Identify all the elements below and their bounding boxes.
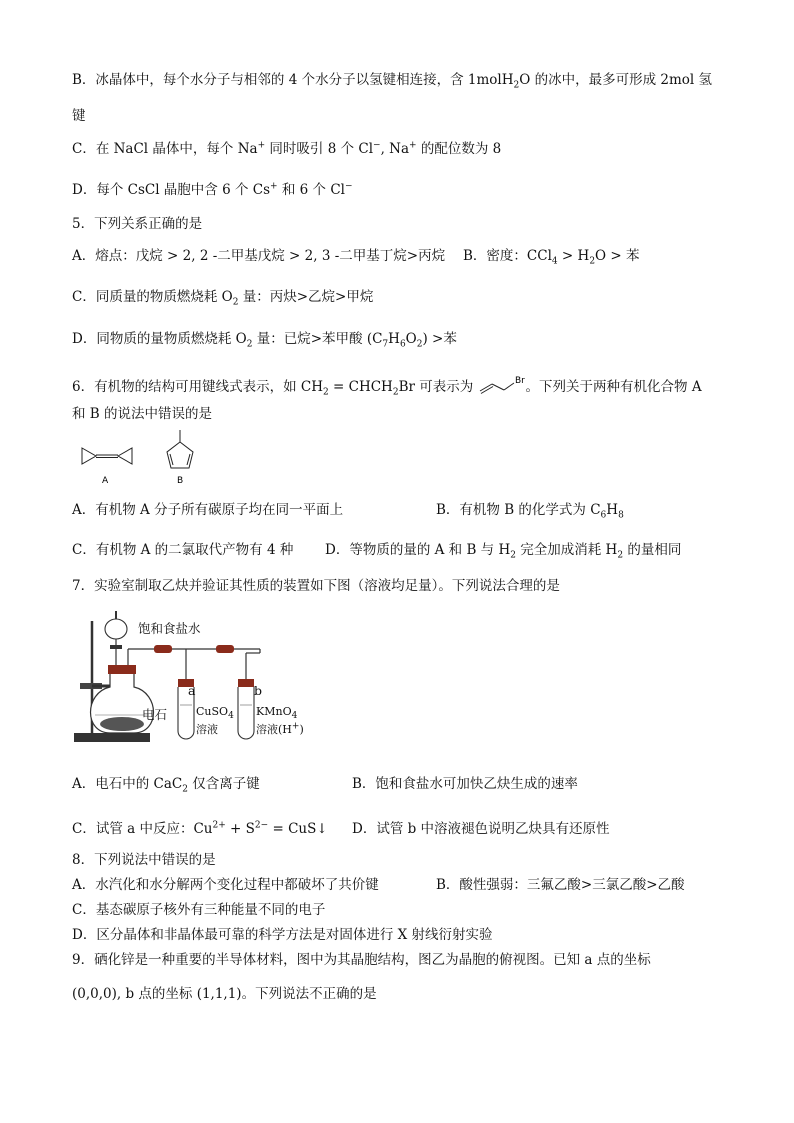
q4-b-text-2: O 的冰中，最多可形成 2mol 氢: [519, 72, 713, 88]
label-kmno4-text: KMnO: [256, 705, 292, 718]
separatory-funnel: [105, 611, 127, 665]
rubber-joint-2: [216, 645, 234, 653]
q5-d-text-5: ) >苯: [422, 331, 457, 347]
q5-stem: 5．下列关系正确的是: [72, 216, 203, 232]
q5-d-text-3: H: [388, 331, 400, 347]
q5-option-c: C．同质量的物质燃烧耗 $O_2$ 量：丙炔>乙烷>甲烷: [72, 289, 374, 308]
round-bottom-flask: [91, 673, 154, 733]
q8-option-b: B．酸性强弱：三氟乙酸>三氯乙酸>乙酸: [436, 877, 685, 893]
q4-c-text: C．在 NaCl 晶体中，每个 Na: [72, 141, 258, 157]
compound-b-structure: [167, 430, 193, 468]
q5-b-text: B．密度：CCl: [463, 248, 552, 264]
q6-stem-text-3: Br 可表示为: [398, 379, 474, 395]
label-cuso4: CuSO$_4$: [196, 705, 234, 722]
q7-a-text-2: 仅含离子键: [187, 776, 260, 792]
q5-b-text-3: O > 苯: [595, 248, 640, 264]
q4-c-text-3: , Na: [380, 141, 410, 157]
q7-c-text-2: + S: [225, 821, 255, 837]
label-kmno4: KMnO$_4$: [256, 705, 298, 722]
q4-option-c: C．在 NaCl 晶体中，每个 Na+ 同时吸引 8 个 Cl−, Na+ 的配位数为 8: [72, 140, 502, 157]
q6-option-a: A．有机物 A 分子所有碳原子均在同一平面上: [72, 502, 344, 518]
q9-coords: (0,0,0), b 点的坐标 (1,1,1)。下列说法不正确的是: [72, 986, 377, 1002]
label-solution-1: 溶液: [196, 723, 218, 736]
q6-d-text-2: 完全加成消耗 H: [515, 542, 618, 558]
q5-d-text-4: O: [405, 331, 417, 347]
q6-stem-text-4: 。下列关于两种有机化合物 A: [525, 379, 702, 395]
q5-c-text-2: 量：丙炔>乙烷>甲烷: [238, 289, 374, 305]
label-carbide: 电石: [142, 707, 168, 722]
q4-c-text-4: 的配位数为 8: [416, 141, 502, 157]
q6-stem-cont: 和 B 的说法中错误的是: [72, 406, 213, 422]
q7-a-text: A．电石中的 CaC: [72, 776, 183, 792]
rubber-joint-1: [154, 645, 172, 653]
br-label: Br: [514, 376, 525, 386]
q7-option-d: D．试管 b 中溶液褪色说明乙炔具有还原性: [352, 821, 610, 837]
label-solution-2-text: 溶液(H: [256, 723, 292, 736]
q4-b-text: B．冰晶体中，每个水分子与相邻的 4 个水分子以氢键相连接，含 1molH: [72, 72, 514, 88]
q7-c-text-3: = CuS↓: [268, 821, 328, 837]
test-tube-b: [238, 679, 254, 739]
q5-option-d: D．同物质的量物质燃烧耗 $O_2$ 量：已烷>苯甲酸 $(C_7H_6O_2)$ >苯: [72, 331, 457, 350]
q4-d-text-2: 和 6 个 Cl: [277, 182, 345, 198]
q4-option-b: B．冰晶体中，每个水分子与相邻的 4 个水分子以氢键相连接，含 1molH$_2$O 的冰中，最多可形成 2mol 氢: [72, 72, 713, 91]
q5-option-b: B．密度：$CCl_4 > H_2O$ > 苯: [463, 248, 640, 267]
compound-a-structure: [82, 448, 132, 464]
q6-stem-text: 6．有机物的结构可用键线式表示，如 CH: [72, 379, 323, 395]
q6-structures-figure: [76, 428, 206, 488]
q4-d-text: D．每个 CsCl 晶胞中含 6 个 Cs: [72, 182, 271, 198]
q6-b-text-2: H: [606, 502, 619, 518]
q8-stem: 8．下列说法中错误的是: [72, 852, 216, 868]
q7-option-a: A．电石中的 CaC$_2$ 仅含离子键: [72, 776, 260, 795]
q5-b-text-2: > H: [557, 248, 590, 264]
q5-option-a: A．熔点：戊烷 > 2, 2 -二甲基戊烷 > 2, 3 -二甲基丁烷>丙烷: [72, 248, 446, 264]
q5-d-text: D．同物质的量物质燃烧耗 O: [72, 331, 247, 347]
q4-option-b-cont: 键: [72, 108, 86, 124]
q6-stem-text-2: = CHCH: [328, 379, 393, 395]
q7-stem: 7．实验室制取乙炔并验证其性质的装置如下图（溶液均足量）。下列说法合理的是: [72, 578, 560, 594]
q8-option-c: C．基态碳原子核外有三种能量不同的电子: [72, 902, 326, 918]
q6-option-b: B．有机物 B 的化学式为 $C_6H_8$: [436, 502, 624, 521]
q6-option-d: D．等物质的量的 A 和 B 与 $H_2$ 完全加成消耗 $H_2$ 的量相同: [325, 542, 682, 561]
q5-d-text-2: 量：已烷>苯甲酸 (C: [252, 331, 383, 347]
q7-option-b: B．饱和食盐水可加快乙炔生成的速率: [352, 776, 578, 792]
label-cuso4-text: CuSO: [196, 705, 229, 718]
q6-b-text: B．有机物 B 的化学式为 C: [436, 502, 601, 518]
compound-b-label: B: [177, 476, 184, 486]
q8-option-a: A．水汽化和水分解两个变化过程中都破坏了共价键: [72, 877, 379, 893]
q4-option-d: D．每个 CsCl 晶胞中含 6 个 Cs+ 和 6 个 Cl−: [72, 181, 353, 198]
label-solution-2: 溶液(H+): [256, 721, 304, 736]
q6-option-c: C．有机物 A 的二氯取代产物有 4 种: [72, 542, 294, 558]
q6-d-text-3: 的量相同: [623, 542, 682, 558]
compound-a-label: A: [102, 476, 109, 486]
q8-option-d: D．区分晶体和非晶体最可靠的科学方法是对固体进行 X 射线衍射实验: [72, 927, 493, 943]
q5-c-text: C．同质量的物质燃烧耗 O: [72, 289, 233, 305]
flask-stopper: [108, 665, 136, 674]
stand-base: [74, 733, 150, 742]
q4-c-text-2: 同时吸引 8 个 Cl: [265, 141, 374, 157]
label-a: a: [188, 683, 196, 698]
q7-c-text: C．试管 a 中反应：Cu: [72, 821, 213, 837]
label-b: b: [254, 683, 263, 698]
q9-stem: 9．硒化锌是一种重要的半导体材料，图中为其晶胞结构，图乙为晶胞的俯视图。已知 a 点的坐标: [72, 952, 651, 968]
q6-d-text: D．等物质的量的 A 和 B 与 H: [325, 542, 511, 558]
allyl-bromide-skeletal-icon: [478, 375, 526, 395]
label-brine: 饱和食盐水: [138, 621, 201, 636]
q7-apparatus-figure: [70, 607, 330, 747]
q7-option-c: C．试管 a 中反应：$Cu^{2+} + S^{2-}$ = CuS↓: [72, 820, 328, 837]
q6-stem: 6．有机物的结构可用键线式表示，如 $CH_2$ = $CHCH_2Br$ 可表示为 Br 。下列关于两种有机化合物 A: [72, 376, 702, 398]
calcium-carbide-solid: [100, 717, 144, 731]
